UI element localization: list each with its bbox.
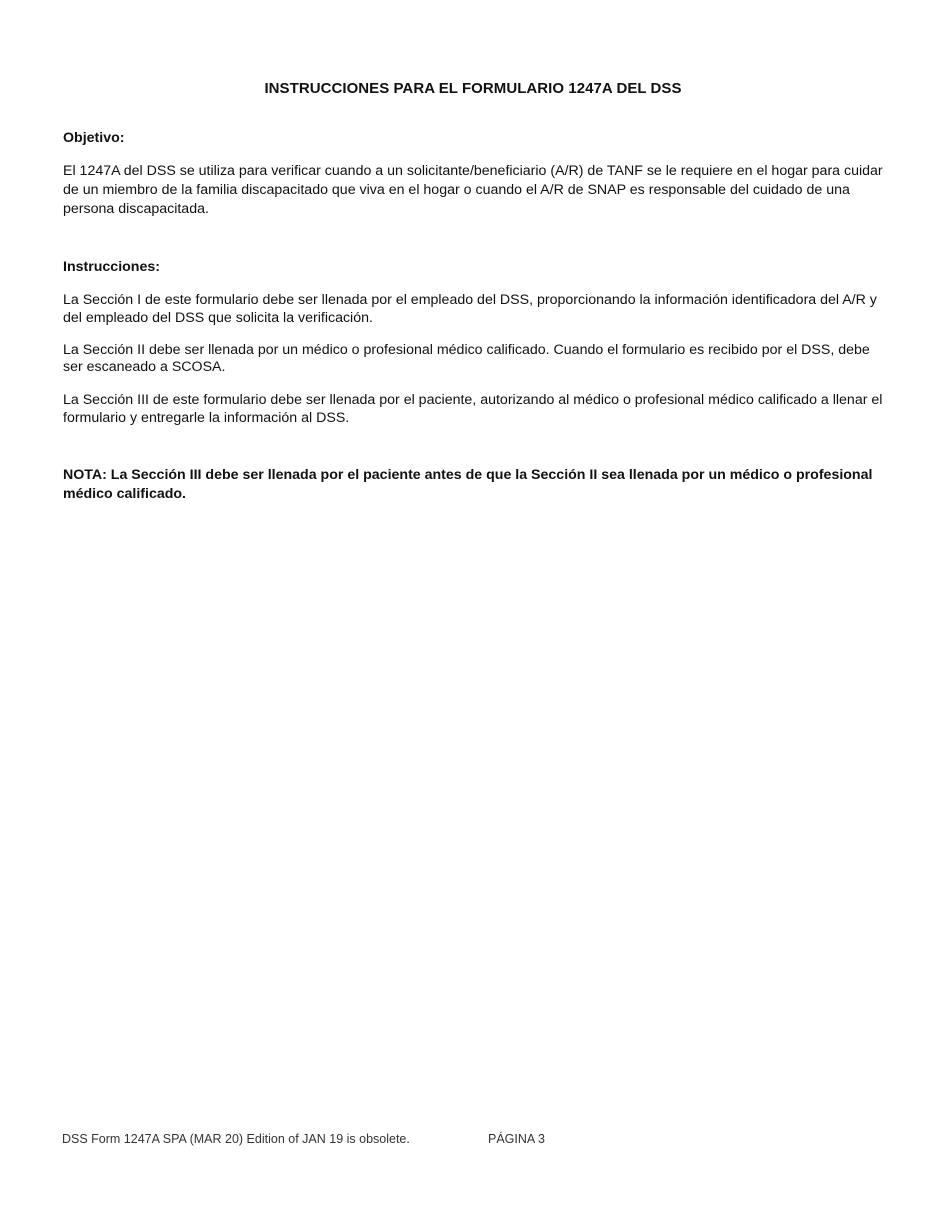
instruccion-seccion-iii: La Sección III de este formulario debe ser llenada por el paciente, autorizando al médico o profesional médico calificado a llenar el formulario y entregarle la información al DSS.	[63, 392, 883, 426]
footer-page-number: PÁGINA 3	[488, 1132, 545, 1146]
document-body	[63, 129, 893, 504]
page-title: INSTRUCCIONES PARA EL FORMULARIO 1247A DEL DSS	[264, 80, 682, 97]
instrucciones-heading: Instrucciones:	[63, 259, 160, 275]
objetivo-heading: Objetivo:	[63, 130, 125, 146]
nota: NOTA: La Sección III debe ser llenada por el paciente antes de que la Sección II sea llenada por un médico o profesional médico calificado.	[63, 467, 873, 502]
objetivo-text: El 1247A del DSS se utiliza para verificar cuando a un solicitante/beneficiario (A/R) de TANF se le requiere en el hogar para cuidar de un miembro de la familia discapacitado que viva en el hogar o cuando el A/R de SNAP es responsable del cuidado de una persona discapacitada.	[63, 163, 883, 217]
footer-form-info: DSS Form 1247A SPA (MAR 20) Edition of JAN 19 is obsolete.	[62, 1132, 410, 1146]
instruccion-seccion-ii: La Sección II debe ser llenada por un médico o profesional médico calificado. Cuando el formulario es recibido por el DSS, debe ser escaneado a SCOSA.	[63, 342, 870, 375]
instruccion-seccion-i: La Sección I de este formulario debe ser llenada por el empleado del DSS, proporcionando la información identificadora del A/R y del empleado del DSS que solicita la verificación.	[63, 292, 877, 326]
